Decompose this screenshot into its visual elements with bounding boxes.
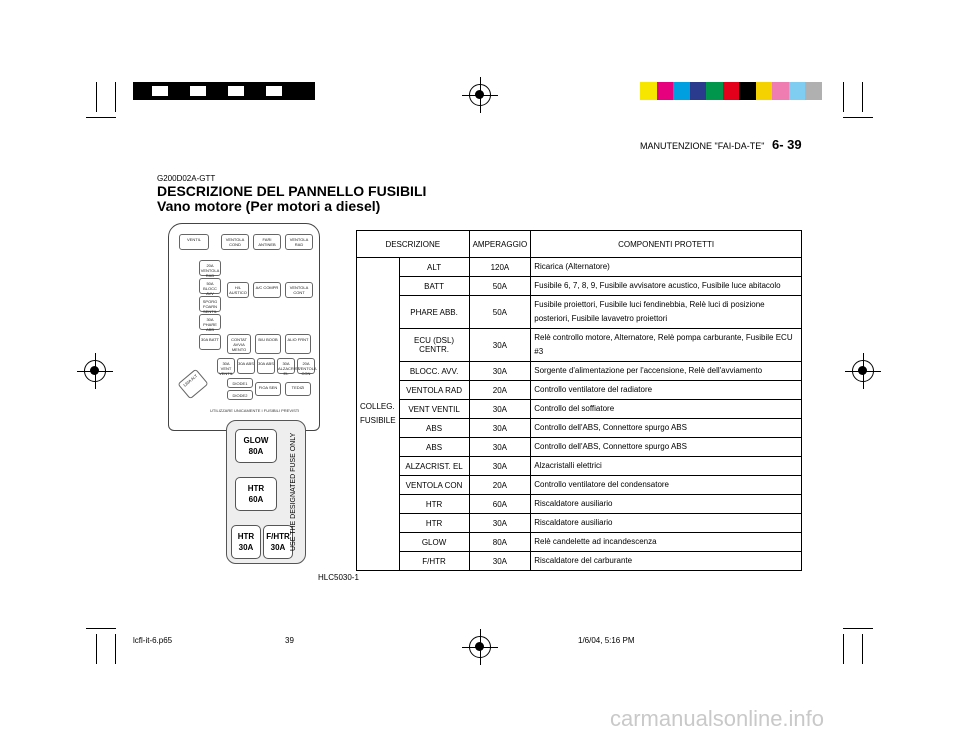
page-number: 6- 39 xyxy=(772,137,802,152)
fuse-amperage: 80A xyxy=(469,533,531,552)
fuse: CONTAT AVVIA MENTO xyxy=(227,334,251,354)
fuse-protected: Sorgente d'alimentazione per l'accensione, Relè dell'avviamento xyxy=(531,362,802,381)
fuse: VENTIL xyxy=(179,234,209,250)
registration-target-icon xyxy=(852,360,874,382)
swatch xyxy=(657,82,674,100)
fuse-amperage: 30A xyxy=(469,438,531,457)
swatch xyxy=(723,82,740,100)
swatch xyxy=(706,82,723,100)
column-header: AMPERAGGIO xyxy=(469,231,531,258)
crop-mark xyxy=(86,117,116,118)
fuse: 30A PHARE ABB xyxy=(199,314,221,330)
fuse: DIODE1 xyxy=(227,378,253,388)
big-fuse xyxy=(235,429,277,463)
swatch xyxy=(690,82,707,100)
fuse: 20A VENTOLA RAD xyxy=(199,260,221,276)
swatch xyxy=(805,82,822,100)
fuse: TEDIZI xyxy=(285,382,311,396)
crop-mark xyxy=(843,82,844,112)
fuse-name: GLOW xyxy=(243,436,269,445)
fuse-warning-label: USE THE DESIGNATED FUSE ONLY xyxy=(290,432,297,552)
table-row xyxy=(357,495,802,514)
registration-target-icon xyxy=(469,84,491,106)
fuse-amperage: 30A xyxy=(469,514,531,533)
watermark: carmanualsonline.info xyxy=(610,706,825,731)
table-row xyxy=(357,296,802,329)
crop-mark xyxy=(843,117,873,118)
footer-date: 1/6/04, 5:16 PM xyxy=(578,636,635,645)
column-header: DESCRIZIONE xyxy=(357,231,470,258)
fuse-amp: 60A xyxy=(248,495,264,504)
fuse: 30A BATT xyxy=(199,334,221,350)
fuse-amperage: 30A xyxy=(469,552,531,571)
fuse-name: ALT xyxy=(399,258,469,277)
registration-bar-gap xyxy=(228,86,244,96)
fuse-protected: Controllo dell'ABS, Connettore spurgo ABS xyxy=(531,419,802,438)
swatch xyxy=(640,82,657,100)
fuse-description-table xyxy=(356,230,802,571)
fuse-amperage: 20A xyxy=(469,381,531,400)
fuse-name: HTR xyxy=(237,532,255,541)
fuse-name: VENTOLA RAD xyxy=(399,381,469,400)
fuse-name: HTR xyxy=(399,495,469,514)
table-row xyxy=(357,514,802,533)
registration-target-icon xyxy=(469,636,491,658)
fuse-protected: Controllo del soffiatore xyxy=(531,400,802,419)
crop-mark xyxy=(96,634,97,664)
swatch xyxy=(739,82,756,100)
big-fuse xyxy=(263,525,293,559)
registration-target-icon xyxy=(84,360,106,382)
fuse-protected: Alzacristalli elettrici xyxy=(531,457,802,476)
crop-mark xyxy=(862,634,863,664)
table-row xyxy=(357,419,802,438)
swatch xyxy=(789,82,806,100)
fuse-protected: Fusibile proiettori, Fusibile luci fendinebbia, Relè luci di posizione posteriori, Fusibile lavavetro proiettori xyxy=(531,296,802,329)
registration-bar-gap xyxy=(152,86,168,96)
table-row xyxy=(357,381,802,400)
fuse-amperage: 30A xyxy=(469,419,531,438)
fuse: A/C COMPR xyxy=(253,282,281,298)
page-subtitle: Vano motore (Per motori a diesel) xyxy=(157,198,381,214)
table-row xyxy=(357,400,802,419)
fuse-name: ALZACRIST. EL xyxy=(399,457,469,476)
fuse: ALIO FRNT xyxy=(285,334,311,354)
fuse: VENTOLA RAD xyxy=(285,234,313,250)
registration-bar-gap xyxy=(190,86,206,96)
table-row xyxy=(357,457,802,476)
fuse: H/L AUSTICO xyxy=(227,282,249,298)
fuse-protected: Riscaldatore ausiliario xyxy=(531,495,802,514)
fuse-panel-diagram xyxy=(168,223,320,431)
crop-mark xyxy=(843,628,873,629)
table-header-row xyxy=(357,231,802,258)
table-row xyxy=(357,362,802,381)
fuse: 30A VENT VENTIL xyxy=(217,358,235,374)
doc-code: G200D02A-GTT xyxy=(157,174,216,183)
table-row xyxy=(357,552,802,571)
fuse-name: HTR xyxy=(399,514,469,533)
fuse-amperage: 50A xyxy=(469,296,531,329)
table-row xyxy=(357,533,802,552)
fuse: FARI ANTINEB xyxy=(253,234,281,250)
figure-code: HLC5030-1 xyxy=(318,573,359,582)
table-row xyxy=(357,258,802,277)
fuse-amp: 80A xyxy=(248,447,264,456)
fuse-protected: Ricarica (Alternatore) xyxy=(531,258,802,277)
fuse: B/U BOOB xyxy=(255,334,281,354)
fuse-name: ECU (DSL) CENTR. xyxy=(399,329,469,362)
crop-mark xyxy=(86,628,116,629)
fuse-name: F/HTR xyxy=(266,532,290,541)
table-row xyxy=(357,476,802,495)
fuse-protected: Controllo ventilatore del condensatore xyxy=(531,476,802,495)
column-header: COMPONENTI PROTETTI xyxy=(531,231,802,258)
fuse: VENTOLA COND xyxy=(221,234,249,250)
crop-mark xyxy=(115,82,116,112)
fuse: 50A BLOCC AVV xyxy=(199,278,221,294)
fuse-name: BLOCC. AVV. xyxy=(399,362,469,381)
fuse: 30A ALZACRIST EL xyxy=(277,358,295,374)
crop-mark xyxy=(96,82,97,112)
fuse-protected: Controllo ventilatore del radiatore xyxy=(531,381,802,400)
color-swatch-bar xyxy=(640,82,822,100)
crop-mark xyxy=(115,634,116,664)
fuse: 30A ABS xyxy=(237,358,255,374)
swatch xyxy=(673,82,690,100)
fuse-amperage: 30A xyxy=(469,362,531,381)
fuse-amperage: 60A xyxy=(469,495,531,514)
fuse: DIODE2 xyxy=(227,390,253,400)
swatch xyxy=(756,82,773,100)
fuse-protected: Relè candelette ad incandescenza xyxy=(531,533,802,552)
section-header: MANUTENZIONE "FAI-DA-TE" xyxy=(640,141,765,151)
fuse-amperage: 120A xyxy=(469,258,531,277)
fuse-name: ABS xyxy=(399,438,469,457)
fuse-name: GLOW xyxy=(399,533,469,552)
fuse-amperage: 30A xyxy=(469,457,531,476)
fuse-amp: 30A xyxy=(270,543,286,552)
fuse-amperage: 50A xyxy=(469,277,531,296)
footer-page: 39 xyxy=(285,636,294,645)
group-label: COLLEG. FUSIBILE xyxy=(357,258,400,571)
fuse-name: PHARE ABB. xyxy=(399,296,469,329)
fuse: SPORG FOARN SENTIL xyxy=(199,296,221,312)
fuse-amperage: 30A xyxy=(469,400,531,419)
fuse: 120A ALT xyxy=(177,369,208,400)
table-row xyxy=(357,329,802,362)
table-row xyxy=(357,277,802,296)
fuse: VENTOLA CONT xyxy=(285,282,313,298)
fuse: 30A ABS xyxy=(257,358,275,374)
footer-file: lcfl-it-6.p65 xyxy=(133,636,173,645)
fuse-name: VENTOLA CON xyxy=(399,476,469,495)
fuse-name: F/HTR xyxy=(399,552,469,571)
swatch xyxy=(772,82,789,100)
fuse-amp: 30A xyxy=(238,543,254,552)
fuse-name: BATT xyxy=(399,277,469,296)
fuse-name: HTR xyxy=(247,484,265,493)
crop-mark xyxy=(843,634,844,664)
fuse-protected: Fusibile 6, 7, 8, 9, Fusibile avvisatore acustico, Fusibile luce abitacolo xyxy=(531,277,802,296)
fuse-amperage: 30A xyxy=(469,329,531,362)
fuse-protected: Relè controllo motore, Alternatore, Relè pompa carburante, Fusibile ECU #3 xyxy=(531,329,802,362)
fuse-protected: Riscaldatore del carburante xyxy=(531,552,802,571)
fuse-name: ABS xyxy=(399,419,469,438)
fuse: 20A VENTOLA CON xyxy=(297,358,315,374)
fuse-panel-caption: UTILIZZARE UNICAMENTE I FUSIBILI PREVISTI xyxy=(210,408,300,413)
fuse: FIOA SEN xyxy=(255,382,281,396)
page-title: DESCRIZIONE DEL PANNELLO FUSIBILI xyxy=(157,183,427,199)
crop-mark xyxy=(862,82,863,112)
fuse-protected: Riscaldatore ausiliario xyxy=(531,514,802,533)
registration-bar-gap xyxy=(266,86,282,96)
fuse-amperage: 20A xyxy=(469,476,531,495)
table-row xyxy=(357,438,802,457)
fuse-protected: Controllo dell'ABS, Connettore spurgo ABS xyxy=(531,438,802,457)
big-fuse xyxy=(235,477,277,511)
big-fuse xyxy=(231,525,261,559)
fuse-name: VENT VENTIL xyxy=(399,400,469,419)
